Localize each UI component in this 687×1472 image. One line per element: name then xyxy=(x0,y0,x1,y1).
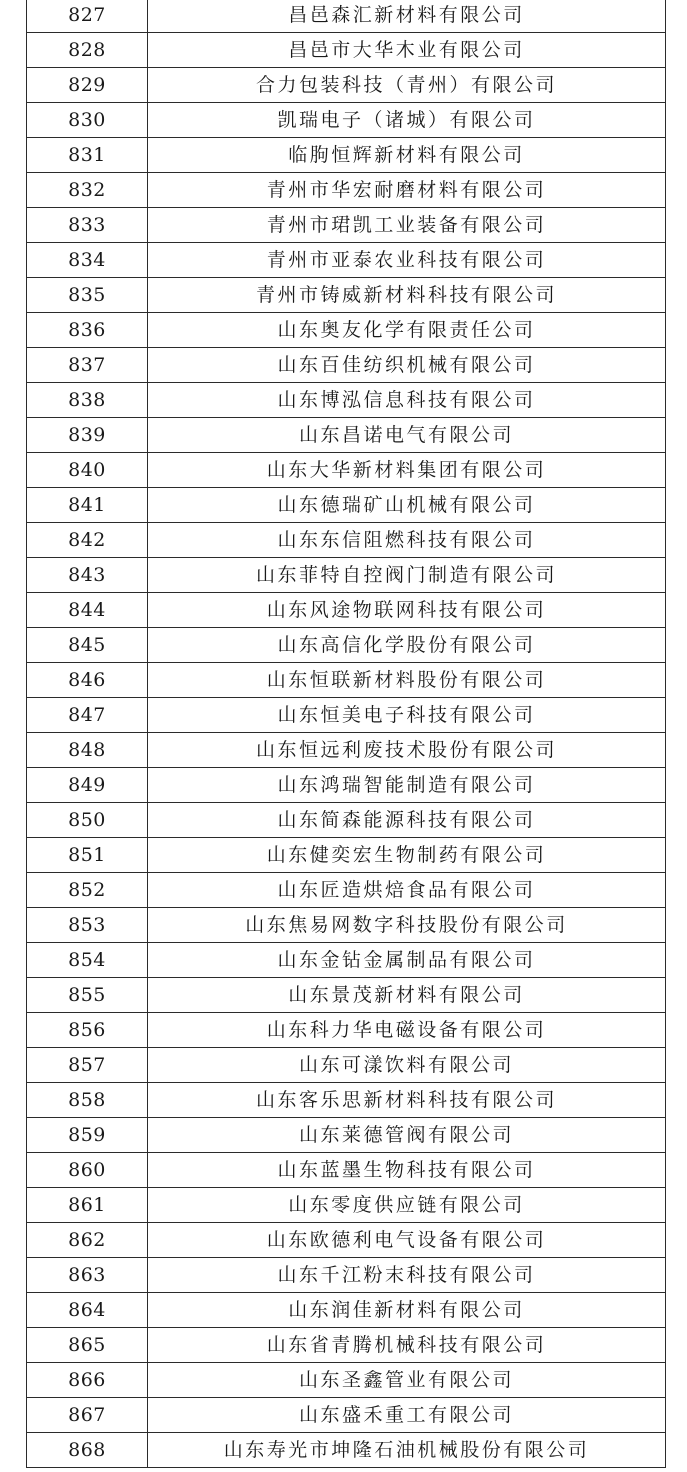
row-number-cell: 853 xyxy=(27,908,148,943)
company-name-cell: 山东大华新材料集团有限公司 xyxy=(148,453,666,488)
company-name-cell: 山东省青腾机械科技有限公司 xyxy=(148,1328,666,1363)
table-row xyxy=(27,1188,666,1223)
row-number-cell: 830 xyxy=(27,103,148,138)
row-number-cell: 862 xyxy=(27,1223,148,1258)
table-row xyxy=(27,873,666,908)
row-number-cell: 868 xyxy=(27,1433,148,1468)
company-name-cell: 青州市铸威新材料科技有限公司 xyxy=(148,278,666,313)
table-row xyxy=(27,978,666,1013)
table-row xyxy=(27,1293,666,1328)
table-row xyxy=(27,1328,666,1363)
table-row xyxy=(27,278,666,313)
row-number-cell: 857 xyxy=(27,1048,148,1083)
table-row xyxy=(27,838,666,873)
company-name-cell: 临朐恒辉新材料有限公司 xyxy=(148,138,666,173)
table-row xyxy=(27,593,666,628)
table-row xyxy=(27,1363,666,1398)
row-number-cell: 831 xyxy=(27,138,148,173)
row-number-cell: 858 xyxy=(27,1083,148,1118)
table-row xyxy=(27,1258,666,1293)
company-list-table xyxy=(26,0,666,1468)
row-number-cell: 861 xyxy=(27,1188,148,1223)
table-row xyxy=(27,0,666,33)
company-name-cell: 山东德瑞矿山机械有限公司 xyxy=(148,488,666,523)
company-name-cell: 山东昌诺电气有限公司 xyxy=(148,418,666,453)
company-name-cell: 山东润佳新材料有限公司 xyxy=(148,1293,666,1328)
company-name-cell: 山东千江粉末科技有限公司 xyxy=(148,1258,666,1293)
table-row xyxy=(27,1118,666,1153)
company-name-cell: 山东健奕宏生物制药有限公司 xyxy=(148,838,666,873)
table-row xyxy=(27,488,666,523)
company-name-cell: 山东恒远利废技术股份有限公司 xyxy=(148,733,666,768)
company-name-cell: 山东东信阻燃科技有限公司 xyxy=(148,523,666,558)
company-name-cell: 山东奥友化学有限责任公司 xyxy=(148,313,666,348)
table-row xyxy=(27,243,666,278)
table-row xyxy=(27,1223,666,1258)
row-number-cell: 856 xyxy=(27,1013,148,1048)
row-number-cell: 829 xyxy=(27,68,148,103)
row-number-cell: 843 xyxy=(27,558,148,593)
row-number-cell: 859 xyxy=(27,1118,148,1153)
row-number-cell: 866 xyxy=(27,1363,148,1398)
company-name-cell: 山东可漾饮料有限公司 xyxy=(148,1048,666,1083)
company-name-cell: 山东简森能源科技有限公司 xyxy=(148,803,666,838)
row-number-cell: 842 xyxy=(27,523,148,558)
company-name-cell: 山东莱德管阀有限公司 xyxy=(148,1118,666,1153)
row-number-cell: 839 xyxy=(27,418,148,453)
table-row xyxy=(27,1398,666,1433)
row-number-cell: 854 xyxy=(27,943,148,978)
table-row xyxy=(27,313,666,348)
company-name-cell: 山东恒联新材料股份有限公司 xyxy=(148,663,666,698)
row-number-cell: 852 xyxy=(27,873,148,908)
table-row xyxy=(27,208,666,243)
table-row xyxy=(27,663,666,698)
table-row xyxy=(27,1153,666,1188)
company-name-cell: 山东焦易网数字科技股份有限公司 xyxy=(148,908,666,943)
company-name-cell: 山东景茂新材料有限公司 xyxy=(148,978,666,1013)
company-name-cell: 山东百佳纺织机械有限公司 xyxy=(148,348,666,383)
table-row xyxy=(27,453,666,488)
table-row xyxy=(27,733,666,768)
company-name-cell: 山东高信化学股份有限公司 xyxy=(148,628,666,663)
table-row xyxy=(27,1048,666,1083)
company-name-cell: 合力包装科技（青州）有限公司 xyxy=(148,68,666,103)
row-number-cell: 828 xyxy=(27,33,148,68)
company-name-cell: 山东菲特自控阀门制造有限公司 xyxy=(148,558,666,593)
table-row xyxy=(27,908,666,943)
row-number-cell: 867 xyxy=(27,1398,148,1433)
row-number-cell: 832 xyxy=(27,173,148,208)
table-row xyxy=(27,1433,666,1468)
company-name-cell: 山东盛禾重工有限公司 xyxy=(148,1398,666,1433)
row-number-cell: 834 xyxy=(27,243,148,278)
row-number-cell: 845 xyxy=(27,628,148,663)
table-row xyxy=(27,558,666,593)
row-number-cell: 846 xyxy=(27,663,148,698)
row-number-cell: 863 xyxy=(27,1258,148,1293)
company-name-cell: 昌邑市大华木业有限公司 xyxy=(148,33,666,68)
row-number-cell: 837 xyxy=(27,348,148,383)
company-name-cell: 山东风途物联网科技有限公司 xyxy=(148,593,666,628)
company-name-cell: 山东寿光市坤隆石油机械股份有限公司 xyxy=(148,1433,666,1468)
table-row xyxy=(27,803,666,838)
table-row xyxy=(27,348,666,383)
company-name-cell: 昌邑森汇新材料有限公司 xyxy=(148,0,666,33)
table-row xyxy=(27,698,666,733)
row-number-cell: 860 xyxy=(27,1153,148,1188)
table-row xyxy=(27,418,666,453)
table-row xyxy=(27,1013,666,1048)
row-number-cell: 841 xyxy=(27,488,148,523)
company-name-cell: 山东圣鑫管业有限公司 xyxy=(148,1363,666,1398)
row-number-cell: 864 xyxy=(27,1293,148,1328)
table-row xyxy=(27,628,666,663)
table-row xyxy=(27,943,666,978)
company-name-cell: 山东蓝墨生物科技有限公司 xyxy=(148,1153,666,1188)
row-number-cell: 847 xyxy=(27,698,148,733)
company-name-cell: 山东零度供应链有限公司 xyxy=(148,1188,666,1223)
row-number-cell: 849 xyxy=(27,768,148,803)
company-name-cell: 山东恒美电子科技有限公司 xyxy=(148,698,666,733)
row-number-cell: 836 xyxy=(27,313,148,348)
table-row xyxy=(27,1083,666,1118)
company-name-cell: 青州市珺凯工业装备有限公司 xyxy=(148,208,666,243)
row-number-cell: 827 xyxy=(27,0,148,33)
table-row xyxy=(27,138,666,173)
company-list-body xyxy=(27,0,666,1468)
row-number-cell: 835 xyxy=(27,278,148,313)
company-name-cell: 青州市华宏耐磨材料有限公司 xyxy=(148,173,666,208)
company-name-cell: 山东金钻金属制品有限公司 xyxy=(148,943,666,978)
company-name-cell: 山东博泓信息科技有限公司 xyxy=(148,383,666,418)
row-number-cell: 865 xyxy=(27,1328,148,1363)
company-name-cell: 凯瑞电子（诸城）有限公司 xyxy=(148,103,666,138)
row-number-cell: 850 xyxy=(27,803,148,838)
company-name-cell: 山东鸿瑞智能制造有限公司 xyxy=(148,768,666,803)
table-row xyxy=(27,173,666,208)
table-row xyxy=(27,33,666,68)
row-number-cell: 848 xyxy=(27,733,148,768)
table-row xyxy=(27,768,666,803)
table-row xyxy=(27,523,666,558)
table-row xyxy=(27,383,666,418)
table-row xyxy=(27,68,666,103)
company-name-cell: 山东匠造烘焙食品有限公司 xyxy=(148,873,666,908)
company-name-cell: 青州市亚泰农业科技有限公司 xyxy=(148,243,666,278)
row-number-cell: 844 xyxy=(27,593,148,628)
row-number-cell: 833 xyxy=(27,208,148,243)
row-number-cell: 838 xyxy=(27,383,148,418)
row-number-cell: 851 xyxy=(27,838,148,873)
row-number-cell: 840 xyxy=(27,453,148,488)
company-name-cell: 山东欧德利电气设备有限公司 xyxy=(148,1223,666,1258)
table-row xyxy=(27,103,666,138)
company-name-cell: 山东客乐思新材料科技有限公司 xyxy=(148,1083,666,1118)
company-name-cell: 山东科力华电磁设备有限公司 xyxy=(148,1013,666,1048)
row-number-cell: 855 xyxy=(27,978,148,1013)
